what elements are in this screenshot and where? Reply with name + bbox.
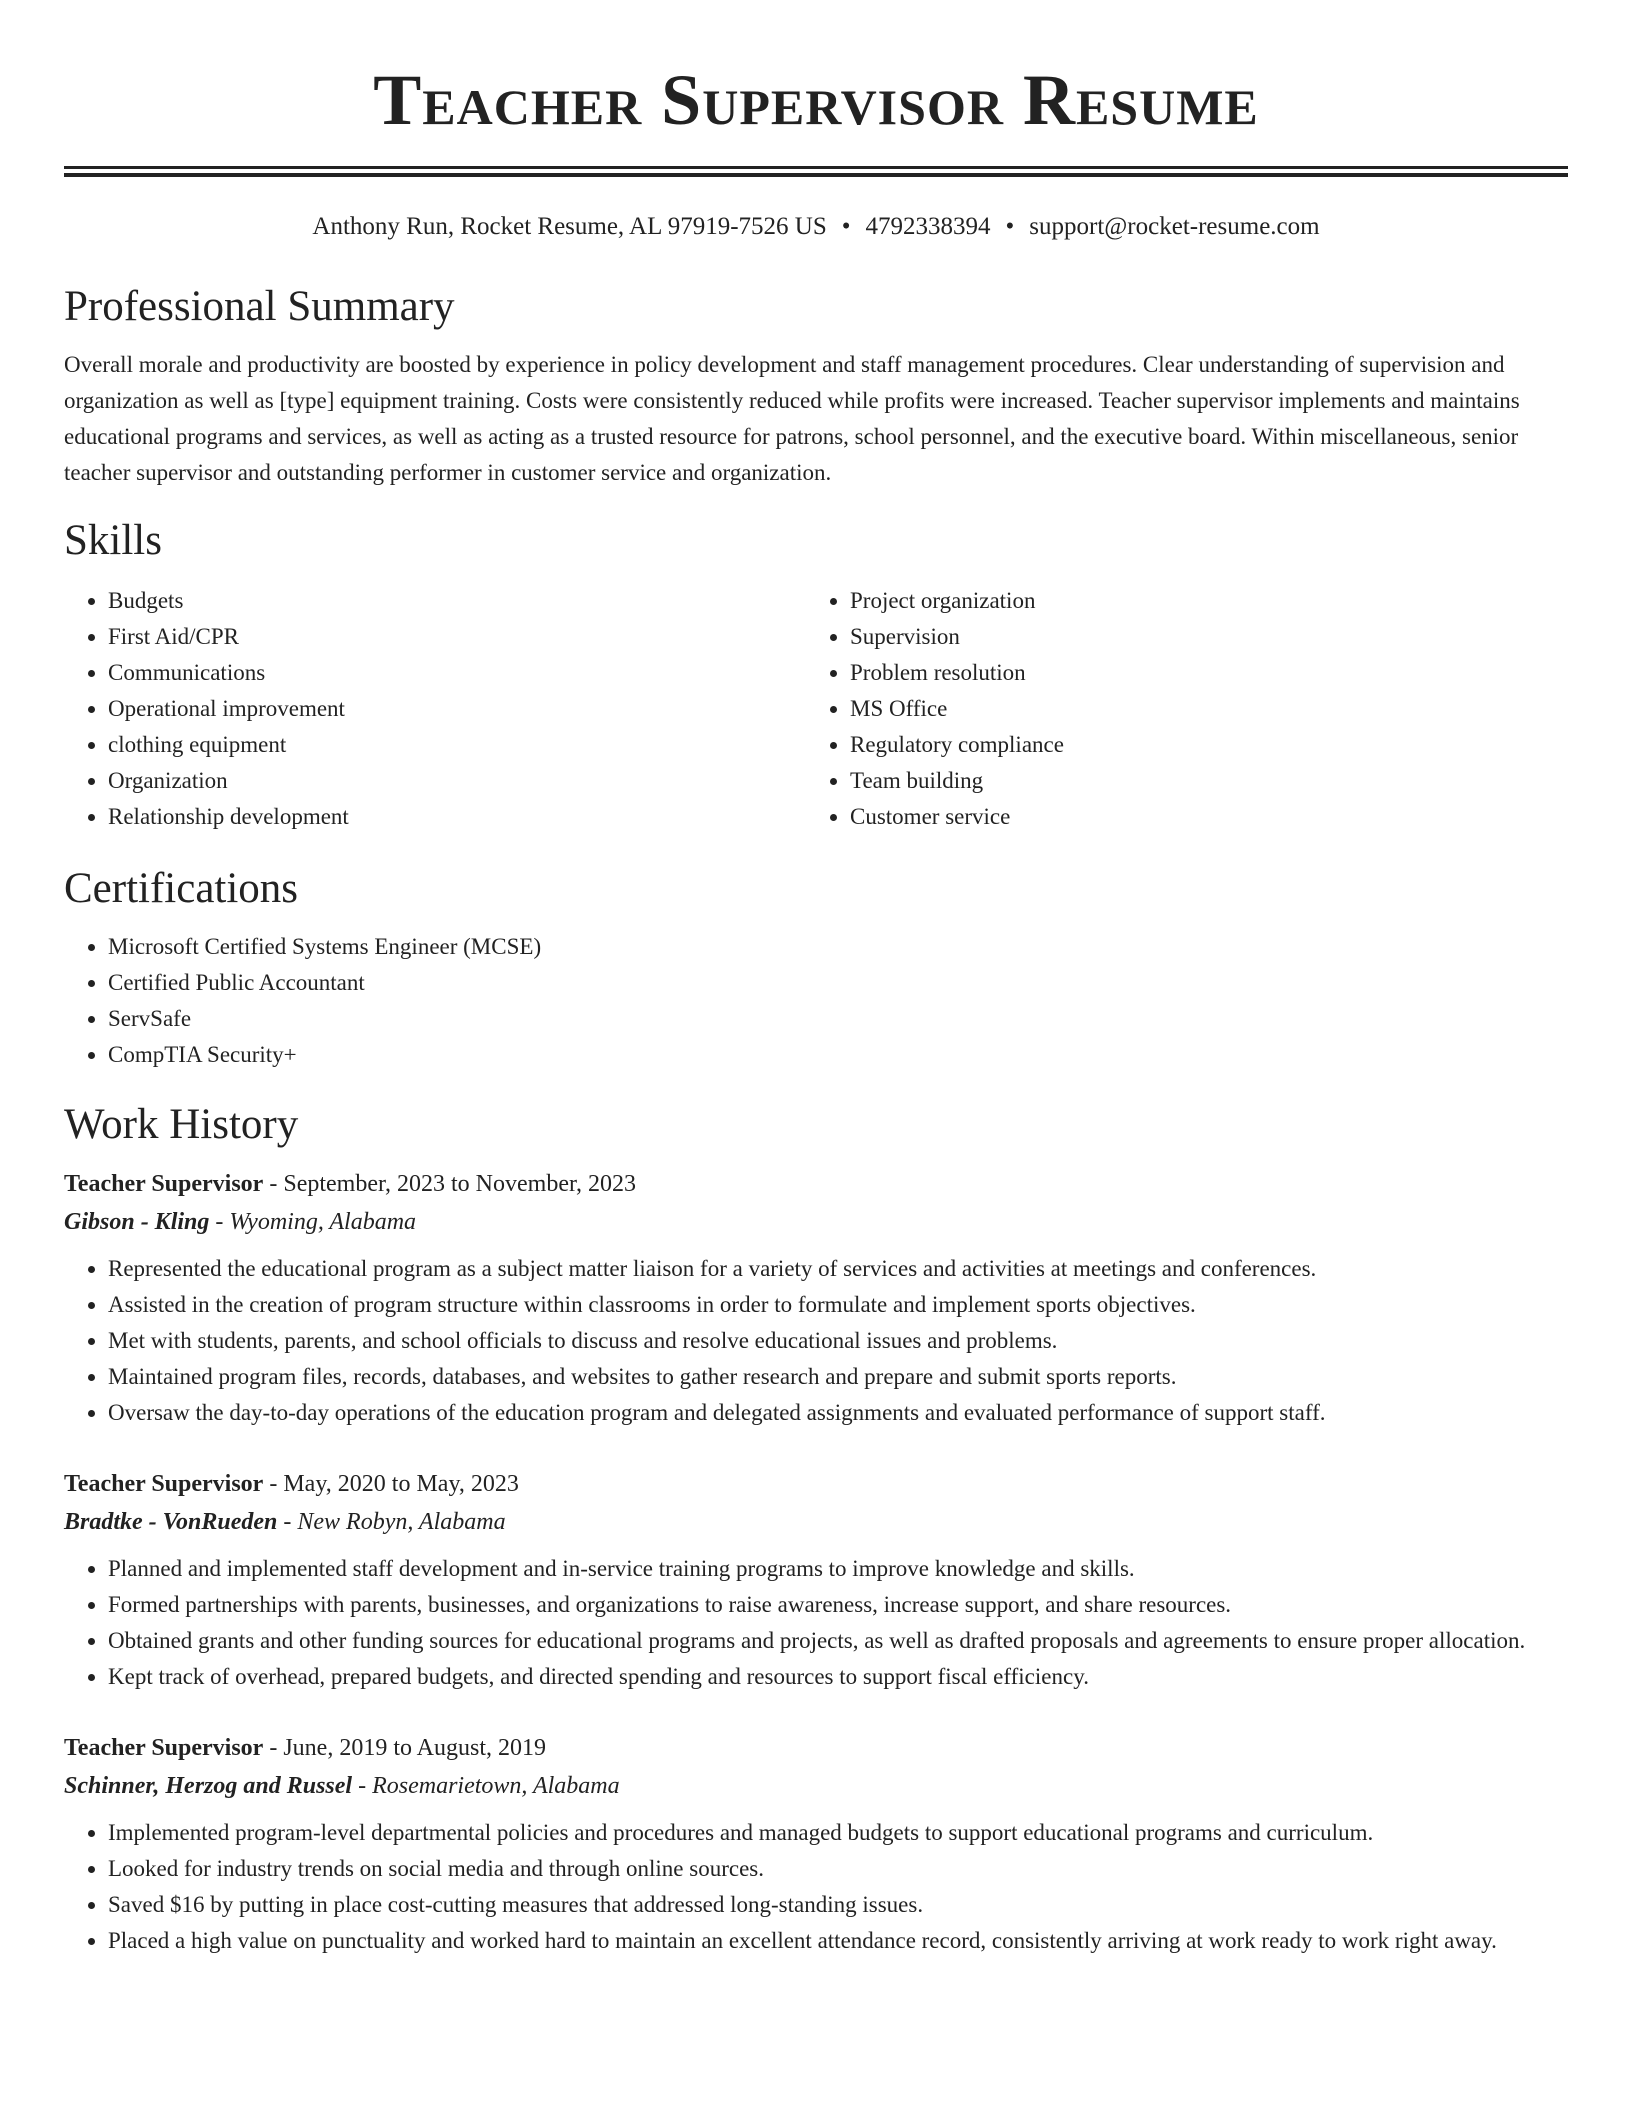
skill-item: • Organization	[108, 763, 806, 799]
job-dash: -	[263, 1471, 284, 1497]
job-company-line	[64, 1767, 1568, 1805]
skill-item: • First Aid/CPR	[108, 619, 806, 655]
skill-item: • Budgets	[108, 583, 806, 619]
job-bullet: • Implemented program-level departmental policies and procedures and managed budgets to support educational programs and curriculum.	[108, 1815, 1568, 1851]
summary-heading: Professional Summary	[64, 283, 455, 330]
contact-line	[64, 211, 1568, 243]
certifications-list	[64, 929, 1568, 1073]
title-double-rule	[64, 166, 1568, 177]
job-dates: September, 2023 to November, 2023	[283, 1171, 637, 1197]
job-dates: May, 2020 to May, 2023	[283, 1471, 519, 1497]
job-role: Teacher Supervisor	[64, 1471, 264, 1497]
skills-list-right	[806, 583, 1548, 835]
skill-item: • Team building	[850, 763, 1548, 799]
certification-item: • ServSafe	[108, 1001, 1568, 1037]
job-role: Teacher Supervisor	[64, 1735, 264, 1761]
work-history-heading: Work History	[64, 1101, 299, 1148]
skill-item: • Operational improvement	[108, 691, 806, 727]
job-bullet: • Kept track of overhead, prepared budgets, and directed spending and resources to support fiscal efficiency.	[108, 1659, 1568, 1695]
skills-columns	[64, 583, 1568, 835]
job-dash: -	[209, 1209, 230, 1235]
job-bullet: • Oversaw the day-to-day operations of the education program and delegated assignments and evaluated performance of support staff.	[108, 1395, 1568, 1431]
job-dash: -	[277, 1509, 298, 1535]
job-entry	[64, 1465, 1568, 1695]
contact-phone: 4792338394	[865, 213, 991, 240]
job-bullet: • Placed a high value on punctuality and worked hard to maintain an excellent attendance record, consistently arriving at work ready to work right away.	[108, 1923, 1568, 1959]
job-dash: -	[352, 1773, 373, 1799]
summary-text: Overall morale and productivity are boosted by experience in policy development and staff management procedures. Clear understanding of supervision and organization as well as [type] equipment training. Costs were consistently reduced while profits were increased. Teacher supervisor implements and maintains educational programs and services, as well as acting as a trusted resource for patrons, school personnel, and the executive board. Within miscellaneous, senior teacher supervisor and outstanding performer in customer service and organization.	[64, 352, 1520, 485]
resume-title: Teacher Supervisor Resume	[373, 60, 1259, 140]
certification-item: • Certified Public Accountant	[108, 965, 1568, 1001]
job-bullet: • Maintained program files, records, databases, and websites to gather research and prepare and submit sports reports.	[108, 1359, 1568, 1395]
job-bullet: • Represented the educational program as a subject matter liaison for a variety of services and activities at meetings and conferences.	[108, 1251, 1568, 1287]
job-bullet: • Looked for industry trends on social media and through online sources.	[108, 1851, 1568, 1887]
job-bullet: • Assisted in the creation of program structure within classrooms in order to formulate and implement sports objectives.	[108, 1287, 1568, 1323]
job-bullet: • Met with students, parents, and school officials to discuss and resolve educational issues and problems.	[108, 1323, 1568, 1359]
skill-item: • Relationship development	[108, 799, 806, 835]
job-dates: June, 2019 to August, 2019	[283, 1735, 547, 1761]
job-role: Teacher Supervisor	[64, 1171, 264, 1197]
skill-item: • Communications	[108, 655, 806, 691]
skill-item: • clothing equipment	[108, 727, 806, 763]
job-header	[64, 1465, 1568, 1503]
job-location: Wyoming, Alabama	[229, 1209, 417, 1235]
contact-separator: •	[841, 213, 851, 240]
job-location: New Robyn, Alabama	[297, 1509, 506, 1535]
job-company: Schinner, Herzog and Russel	[64, 1773, 353, 1799]
contact-email: support@rocket-resume.com	[1029, 213, 1320, 240]
skills-heading: Skills	[64, 517, 162, 564]
job-entry	[64, 1729, 1568, 1959]
job-entry	[64, 1165, 1568, 1431]
job-header	[64, 1165, 1568, 1203]
job-location: Rosemarietown, Alabama	[372, 1773, 620, 1799]
job-bullet: • Formed partnerships with parents, businesses, and organizations to raise awareness, increase support, and share resources.	[108, 1587, 1568, 1623]
job-company: Bradtke - VonRueden	[64, 1509, 278, 1535]
skill-item: • MS Office	[850, 691, 1548, 727]
skill-item: • Regulatory compliance	[850, 727, 1548, 763]
certifications-heading: Certifications	[64, 865, 299, 912]
job-company: Gibson - Kling	[64, 1209, 210, 1235]
job-company-line	[64, 1503, 1568, 1541]
skill-item: • Project organization	[850, 583, 1548, 619]
job-header	[64, 1729, 1568, 1767]
job-bullet: • Obtained grants and other funding sources for educational programs and projects, as well as drafted proposals and agreements to ensure proper allocation.	[108, 1623, 1568, 1659]
job-dash: -	[263, 1735, 284, 1761]
skill-item: • Customer service	[850, 799, 1548, 835]
skill-item: • Supervision	[850, 619, 1548, 655]
job-bullet: • Saved $16 by putting in place cost-cutting measures that addressed long-standing issues.	[108, 1887, 1568, 1923]
job-bullets	[64, 1251, 1568, 1431]
contact-address: Anthony Run, Rocket Resume, AL 97919-7526 US	[312, 213, 827, 240]
job-bullet: • Planned and implemented staff development and in-service training programs to improve knowledge and skills.	[108, 1551, 1568, 1587]
job-company-line	[64, 1203, 1568, 1241]
certification-item: • CompTIA Security+	[108, 1037, 1568, 1073]
contact-separator: •	[1005, 213, 1015, 240]
job-bullets	[64, 1551, 1568, 1695]
job-bullets	[64, 1815, 1568, 1959]
skills-list-left	[64, 583, 806, 835]
job-dash: -	[263, 1171, 284, 1197]
skill-item: • Problem resolution	[850, 655, 1548, 691]
certification-item: • Microsoft Certified Systems Engineer (MCSE)	[108, 929, 1568, 965]
